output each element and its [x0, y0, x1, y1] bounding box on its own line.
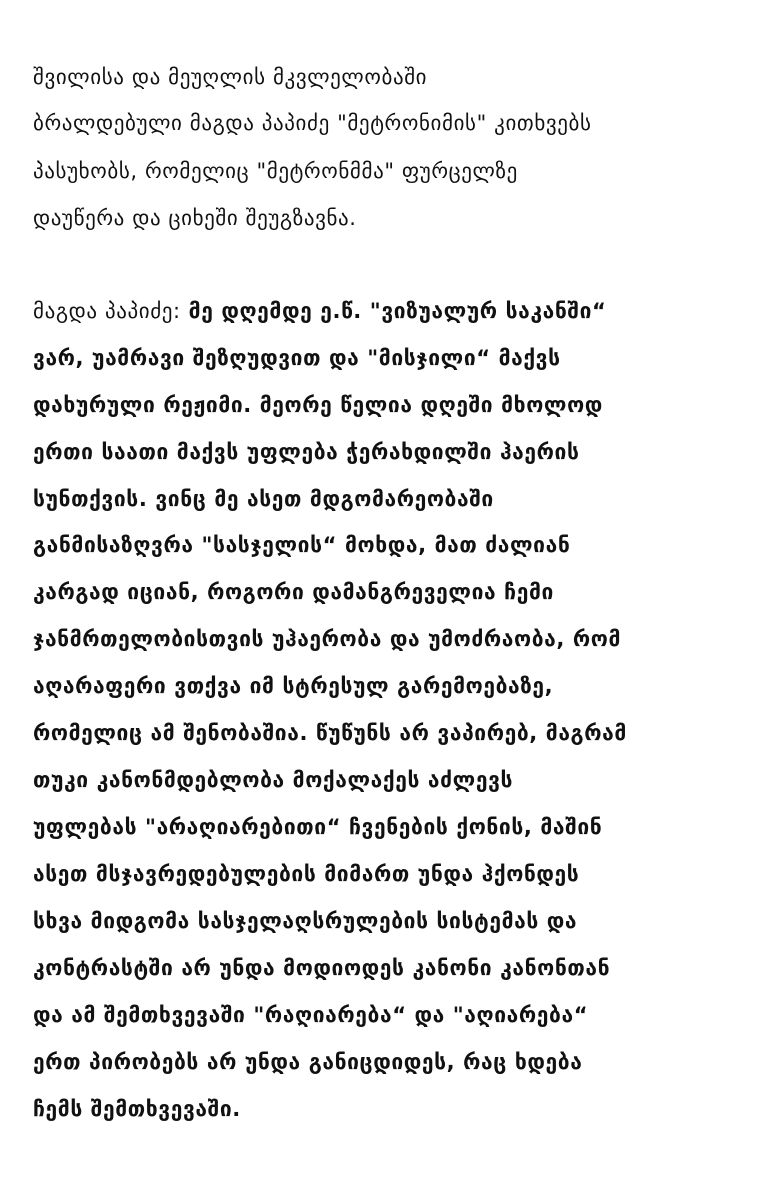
intro-line: დაუწერა და ციხეში შეუგზავნა. — [33, 206, 357, 230]
answer-line: სხვა მიდგომა სასჯელაღსრულების სისტემას და — [33, 909, 578, 933]
answer-line: აღარაფერი ვთქვა იმ სტრესულ გარემოებაზე, — [33, 674, 554, 698]
answer-line: სუნთქვის. ვინც მე ასეთ მდგომარეობაში — [33, 487, 494, 511]
answer-line: კარგად იციან, როგორი დამანგრეველია ჩემი — [33, 580, 554, 604]
answer-line: და ამ შემთხვევაში "რაღიარება“ და "აღიარება“ — [33, 1003, 589, 1027]
answer-line: უფლებას "არაღიარებითი“ ჩვენების ქონის, მაშინ — [33, 815, 603, 839]
answer-line: დახურული რეჟიმი. მეორე წელია დღეში მხოლოდ — [33, 393, 603, 417]
intro-line: ბრალდებული მაგდა პაპიძე "მეტრონიმის" კითხვებს — [33, 111, 592, 135]
answer-line: ერთ პირობებს არ უნდა განიცდიდეს, რაც ხდება — [33, 1050, 583, 1074]
answer-line: ასეთ მსჯავრედებულების მიმართ უნდა ჰქონდეს — [33, 862, 580, 886]
answer-line: ჩემს შემთხვევაში. — [33, 1097, 241, 1121]
answer-line: ჯანმრთელობისთვის უჰაერობა და უმოძრაობა, რომ — [33, 627, 621, 651]
intro-line: პასუხობს, რომელიც "მეტრონმმა" ფურცელზე — [33, 159, 518, 183]
answer-line: ერთი საათი მაქვს უფლება ჭერახდილში ჰაერის — [33, 440, 580, 464]
answer-line: თუკი კანონმდებლობა მოქალაქეს აძლევს — [33, 768, 514, 792]
answer-line: განმისაზღვრა "სასჯელის“ მოხდა, მათ ძალიან — [33, 533, 571, 557]
intro-line: შვილისა და მეუღლის მკვლელობაში — [33, 65, 428, 89]
speaker-label: მაგდა პაპიძე: — [33, 299, 181, 323]
answer-line: რომელიც ამ შენობაშია. წუწუნს არ ვაპირებ, მაგრამ — [33, 721, 627, 745]
answer-line: კონტრასტში არ უნდა მოდიოდეს კანონი კანონთან — [33, 956, 611, 980]
answer-line: ვარ, უამრავი შეზღუდვით და "მისჯილი“ მაქვს — [33, 346, 561, 370]
answer-line: მე დღემდე ე.წ. "ვიზუალურ საკანში“ — [188, 299, 607, 323]
answer-first-line — [33, 296, 606, 326]
